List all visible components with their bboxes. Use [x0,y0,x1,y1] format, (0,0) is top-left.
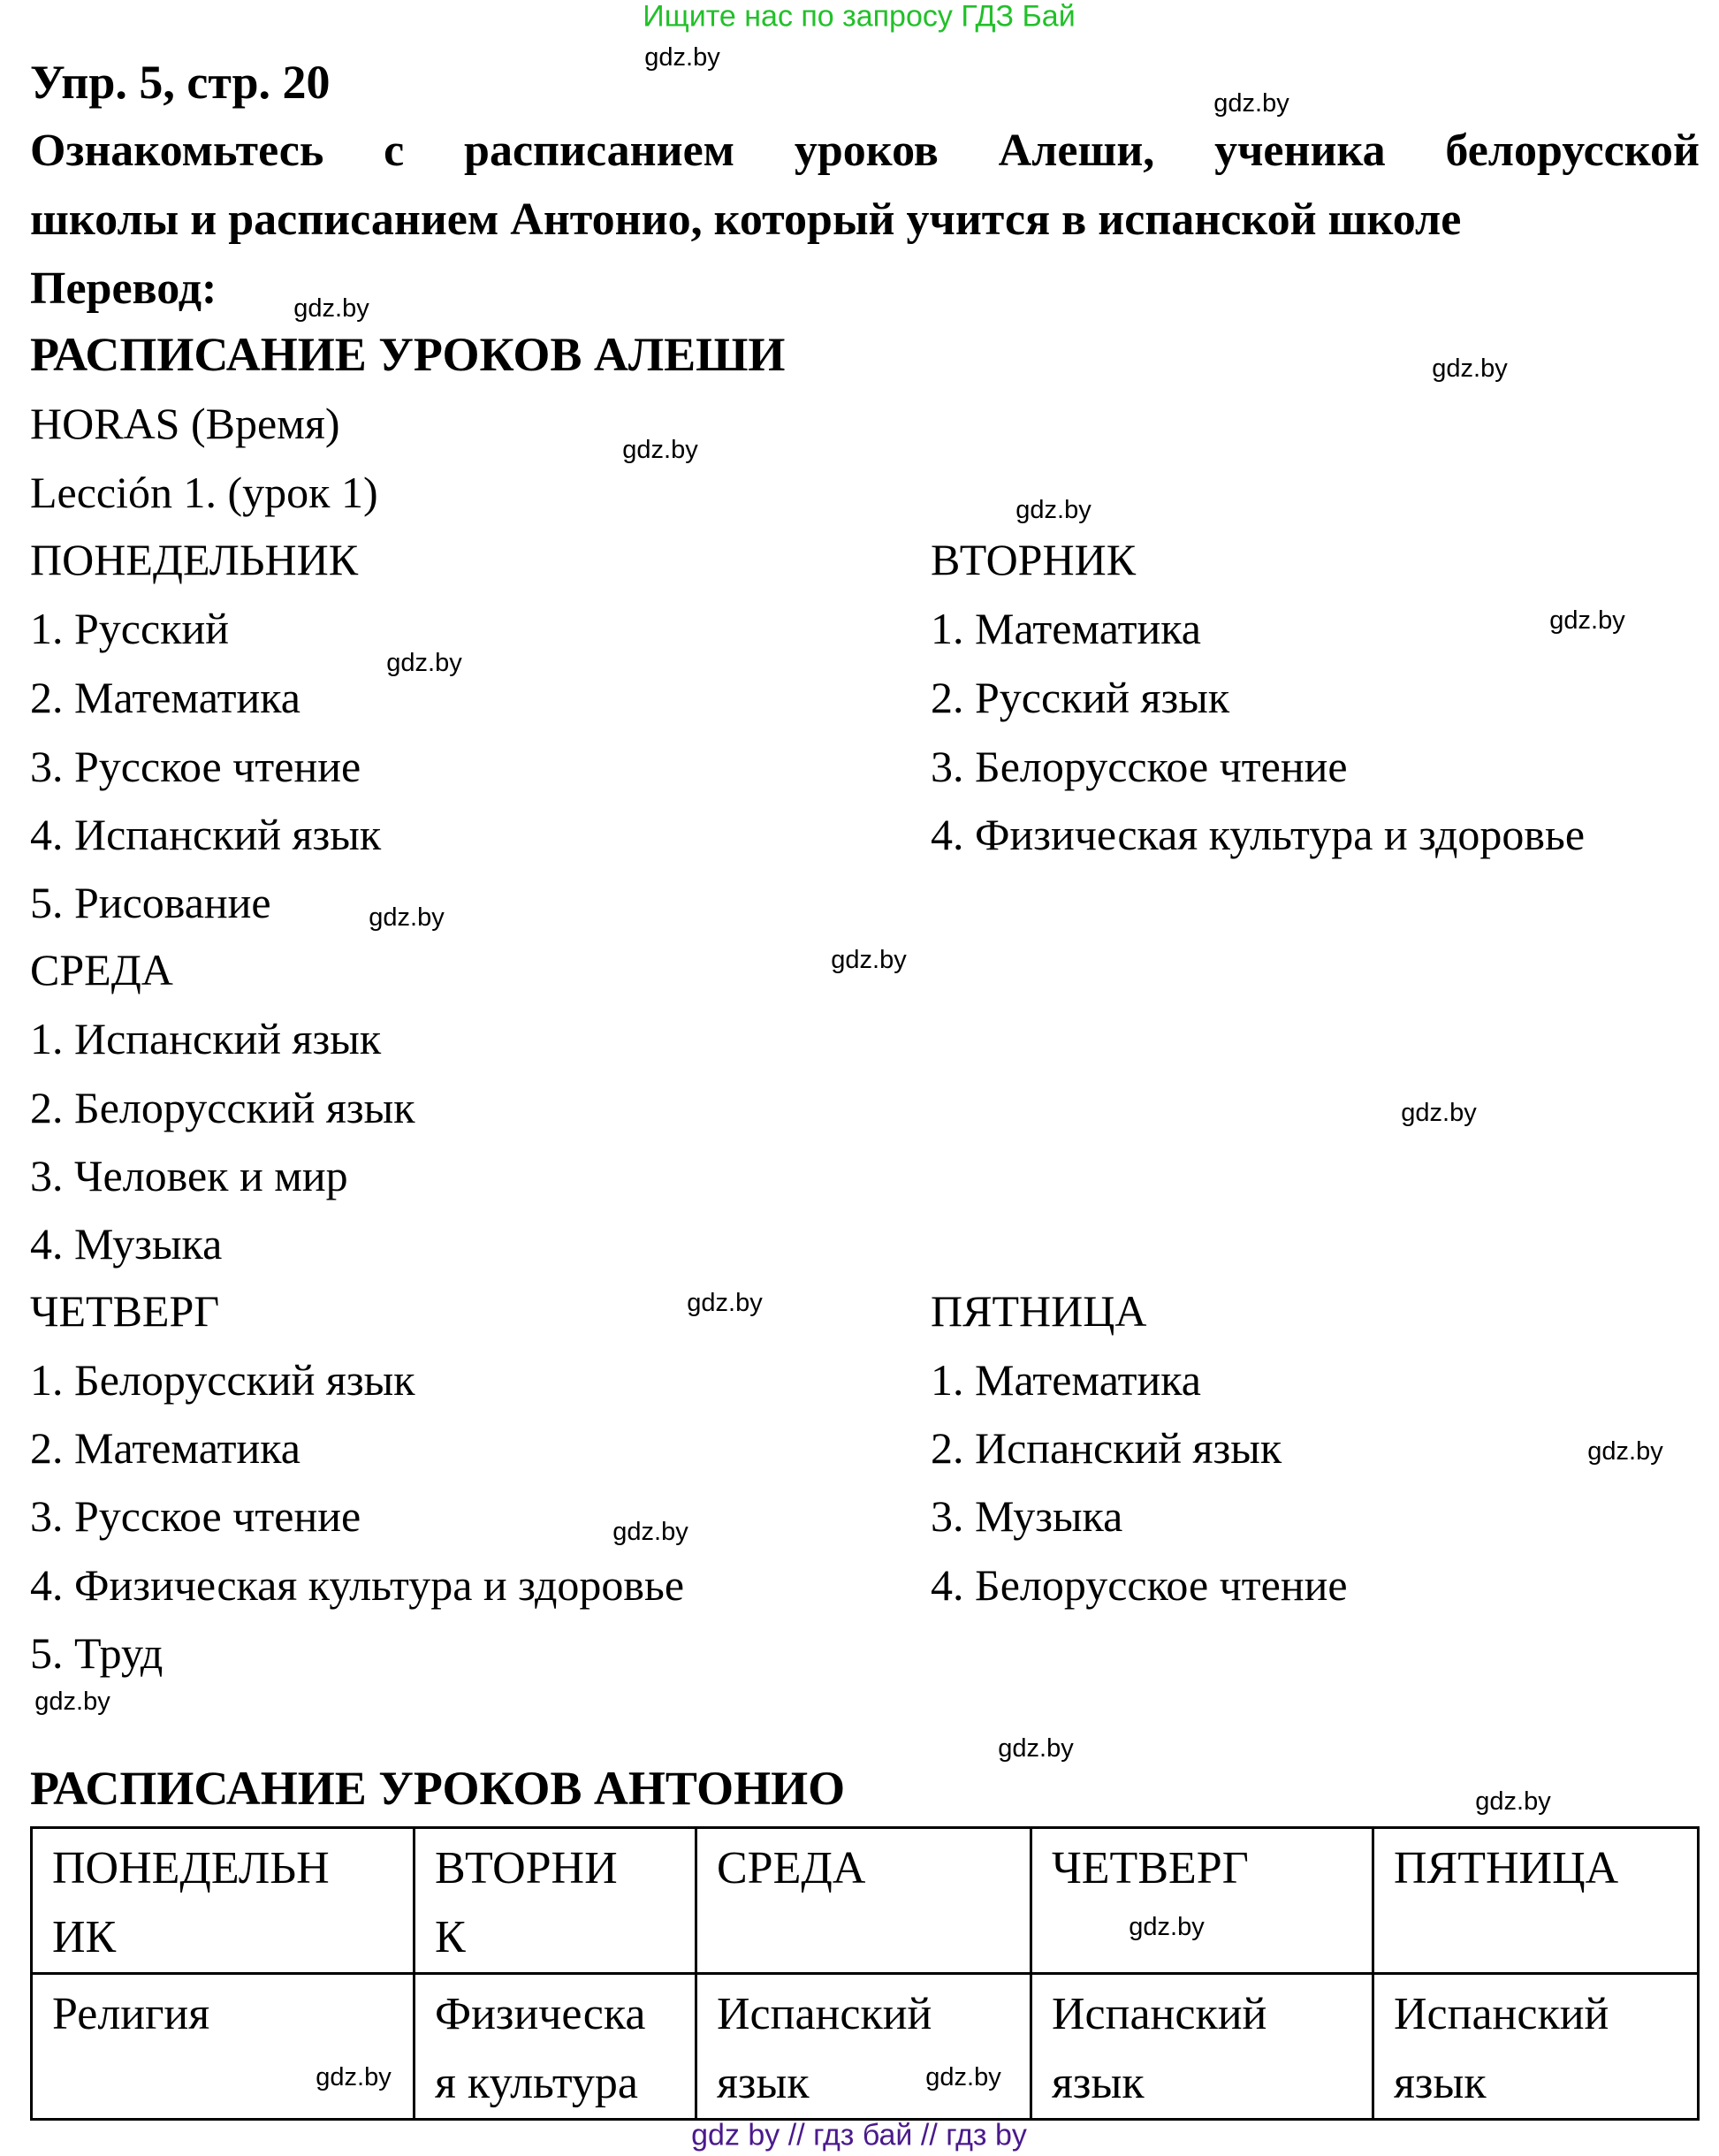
header-cell-friday [1373,1828,1699,1974]
watermark: gdz.by [925,2063,1001,2091]
cell-text: СРЕДА [717,1843,866,1893]
lesson-item: 4. Музыка [30,1219,223,1268]
table-cell [32,1974,415,2120]
cell-text: язык [1052,2058,1145,2108]
lesson-item: 2. Испанский язык [931,1423,1282,1473]
watermark: gdz.by [293,294,369,323]
lesson-item: 3. Музыка [931,1491,1123,1541]
cell-text: Религия [52,1989,210,2039]
watermark: gdz.by [386,649,462,677]
table-cell [696,1974,1031,2120]
lesson-item: 4. Испанский язык [30,810,382,859]
watermark: gdz.by [1015,496,1091,524]
watermark: gdz.by [612,1518,688,1546]
antonio-schedule-title: РАСПИСАНИЕ УРОКОВ АНТОНИО [30,1762,846,1815]
horas-label: HORAS (Время) [30,399,340,448]
lesson-item: 4. Физическая культура и здоровье [30,1560,685,1610]
watermark: gdz.by [1549,606,1625,635]
watermark: gdz.by [1213,89,1289,118]
cell-text: ВТОРНИ [435,1843,618,1893]
cell-text: К [435,1912,466,1962]
header-cell-wednesday [696,1828,1031,1974]
table-cell [1031,1974,1373,2120]
lesson-item: 3. Русское чтение [30,1491,361,1541]
footer-links[interactable]: gdz by // гдз бай // гдз by [691,2118,1027,2152]
cell-text: ПОНЕДЕЛЬН [52,1843,330,1893]
day-tuesday: ВТОРНИК [931,535,1137,584]
lesson-item: 1. Математика [931,604,1201,653]
lesson-item: 4. Белорусское чтение [931,1560,1348,1610]
watermark: gdz.by [1401,1099,1477,1127]
lesson-item: 2. Математика [30,1423,300,1473]
lesson-item: 3. Белорусское чтение [931,742,1348,791]
search-banner: Ищите нас по запросу ГДЗ Бай [643,0,1076,34]
lesson-item: 2. Белорусский язык [30,1083,415,1132]
day-monday: ПОНЕДЕЛЬНИК [30,535,359,584]
watermark: gdz.by [687,1289,763,1317]
leccion-label: Lección 1. (урок 1) [30,468,378,517]
task-line-1: Ознакомьтесь с расписанием уроков Алеши, ученика белорусской [30,126,1700,176]
lesson-item: 3. Русское чтение [30,742,361,791]
task-line-2: школы и расписанием Антонио, который учится в испанской школе [30,194,1462,245]
day-wednesday: СРЕДА [30,945,173,994]
lesson-item: 5. Рисование [30,878,271,927]
table-row [32,1974,1699,2120]
cell-text: ПЯТНИЦА [1394,1843,1619,1893]
lesson-item: 1. Математика [931,1355,1201,1405]
cell-text: Испанский [717,1989,932,2039]
header-cell-thursday [1031,1828,1373,1974]
lesson-item: 5. Труд [30,1628,164,1678]
lesson-item: 2. Математика [30,673,300,722]
lesson-item: 2. Русский язык [931,673,1230,722]
table-cell [415,1974,696,2120]
watermark: gdz.by [998,1734,1074,1763]
day-friday: ПЯТНИЦА [931,1286,1147,1336]
cell-text: Испанский [1052,1989,1267,2039]
watermark: gdz.by [369,903,445,932]
watermark: gdz.by [831,946,907,974]
table-header-row [32,1828,1699,1974]
cell-text: язык [1394,2058,1487,2108]
watermark: gdz.by [1129,1913,1205,1941]
exercise-title: Упр. 5, стр. 20 [30,56,331,109]
cell-text: ЧЕТВЕРГ [1052,1843,1249,1893]
day-thursday: ЧЕТВЕРГ [30,1286,220,1336]
header-cell-monday [32,1828,415,1974]
antonio-schedule-table [30,1826,1700,2121]
lesson-item: 1. Испанский язык [30,1014,382,1063]
watermark: gdz.by [316,2063,392,2091]
watermark: gdz.by [1587,1437,1663,1466]
lesson-item: 1. Русский [30,604,229,653]
cell-text: Физическа [435,1989,646,2039]
lesson-item: 4. Физическая культура и здоровье [931,810,1586,859]
alesha-schedule-title: РАСПИСАНИЕ УРОКОВ АЛЕШИ [30,328,786,381]
watermark: gdz.by [644,43,720,72]
watermark: gdz.by [622,436,698,464]
cell-text: язык [717,2058,810,2108]
translation-label: Перевод: [30,263,217,314]
table-cell [1373,1974,1699,2120]
watermark: gdz.by [34,1687,110,1716]
watermark: gdz.by [1475,1787,1551,1816]
header-cell-tuesday [415,1828,696,1974]
cell-text: я культура [435,2058,638,2108]
cell-text: ИК [52,1912,117,1962]
lesson-item: 3. Человек и мир [30,1151,348,1200]
lesson-item: 1. Белорусский язык [30,1355,415,1405]
watermark: gdz.by [1432,354,1508,383]
cell-text: Испанский [1394,1989,1609,2039]
